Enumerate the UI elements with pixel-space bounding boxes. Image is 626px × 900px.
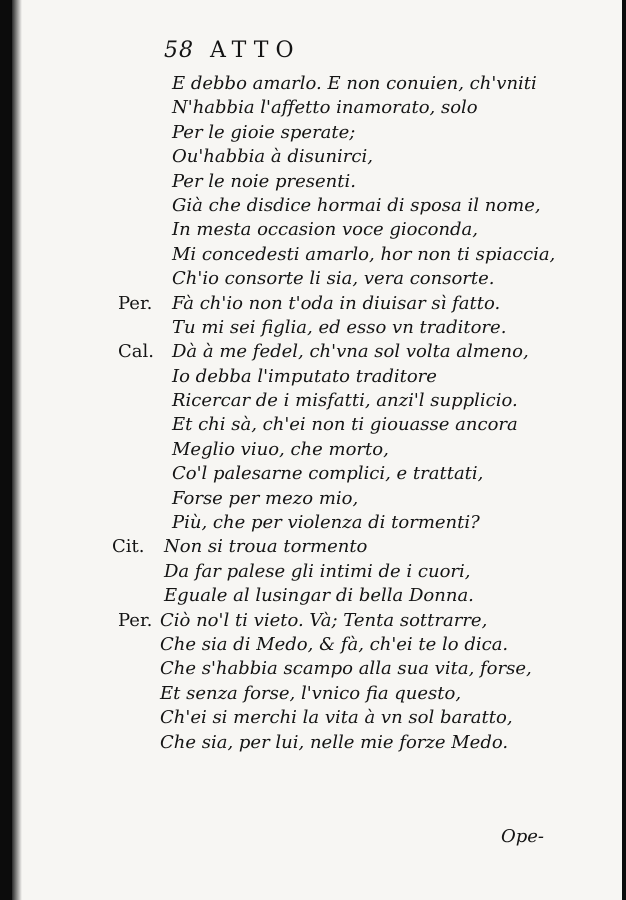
verse-line [12,121,622,145]
verse-line [12,365,622,389]
speaker-label: Cit. [112,536,145,558]
verse-line [12,535,622,559]
verse-line [12,584,622,608]
verse-line [12,218,622,242]
verse-text-line: Già che disdice hormai di sposa il nome, [172,194,541,216]
verse-text-line: Ch'io consorte li sia, vera consorte. [172,268,495,290]
page-header [12,38,622,68]
speaker-label: Cal. [118,341,154,363]
verse-text-line: Che sia, per lui, nelle mie forze Medo. [160,731,509,753]
running-head: ATTO [210,38,301,63]
verse-line [12,194,622,218]
verse-text-line: E debbo amarlo. E non conuien, ch'vniti [172,73,537,94]
verse-text [12,72,622,755]
verse-line [12,731,622,755]
verse-text-line: Che sia di Medo, & fà, ch'ei te lo dica. [160,633,509,655]
verse-text-line: Tu mi sei figlia, ed esso vn traditore. [172,316,507,338]
verse-line [12,243,622,267]
verse-text-line: Io debba l'imputato traditore [172,365,437,387]
verse-text-line: In mesta occasion voce gioconda, [172,219,479,241]
page-number: 58 [164,38,194,63]
verse-text-line: Da far palese gli intimi de i cuori, [164,560,471,582]
verse-line [12,389,622,413]
verse-line [12,560,622,584]
verse-line [12,706,622,730]
verse-line [12,145,622,169]
verse-line [12,462,622,486]
verse-text-line: Non si troua tormento [164,536,368,558]
verse-text-line: Per le noie presenti. [172,170,356,192]
verse-text-line: N'habbia l'affetto inamorato, solo [172,97,478,119]
verse-text-line: Più, che per violenza di tormenti? [172,512,480,534]
verse-text-line: Et chi sà, ch'ei non ti giouasse ancora [172,414,518,436]
verse-text-line: Ou'habbia à disunirci, [172,146,373,168]
verse-line [12,438,622,462]
verse-line [12,413,622,437]
catchword: Ope- [500,826,544,847]
verse-text-line: Mi concedesti amarlo, hor non ti spiaccia, [172,243,556,265]
verse-line [12,340,622,364]
speaker-label: Per. [118,292,153,314]
verse-text-line: Per le gioie sperate; [172,121,356,143]
verse-line [12,657,622,681]
verse-line [12,292,622,316]
verse-text-line: Eguale al lusingar di bella Donna. [164,585,474,607]
verse-text-line: Ch'ei si merchi la vita à vn sol baratto, [160,707,513,729]
verse-text-line: Forse per mezo mio, [172,487,359,509]
verse-line [12,72,622,96]
speaker-label: Per. [118,609,153,631]
verse-text-line: Et senza forse, l'vnico fia questo, [160,682,462,704]
verse-line [12,316,622,340]
verse-line [12,682,622,706]
verse-text-line: Ciò no'l ti vieto. Và; Tenta sottrarre, [160,609,488,631]
book-page [12,0,622,900]
verse-text-line: Fà ch'io non t'oda in diuisar sì fatto. [172,292,501,314]
verse-text-line: Ricercar de i misfatti, anzi'l supplicio. [172,390,518,412]
verse-line [12,96,622,120]
verse-text-line: Meglio viuo, che morto, [172,438,389,460]
verse-text-line: Co'l palesarne complici, e trattati, [172,463,484,485]
verse-line [12,170,622,194]
verse-line [12,487,622,511]
verse-line [12,609,622,633]
verse-line [12,633,622,657]
verse-text-line: Che s'habbia scampo alla sua vita, forse, [160,658,532,680]
verse-line [12,267,622,291]
verse-text-line: Dà à me fedel, ch'vna sol volta almeno, [172,341,529,363]
verse-line [12,511,622,535]
